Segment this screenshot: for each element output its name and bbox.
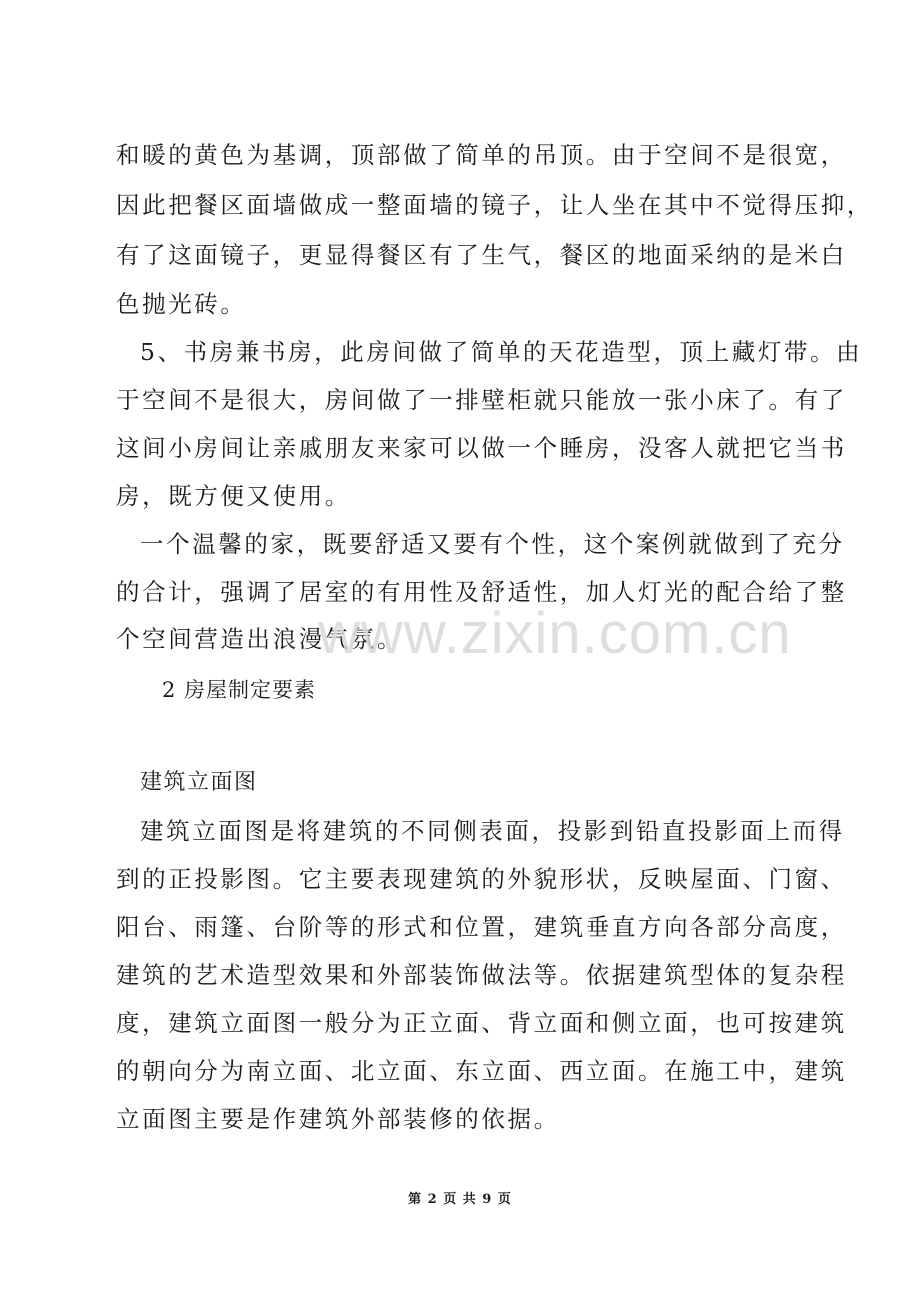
text-line: 阳台、雨篷、台阶等的形式和位置，建筑垂直方向各部分高度， — [116, 913, 847, 941]
text-line: 和暖的黄色为基调，顶部做了简单的吊顶。由于空间不是很宽， — [116, 141, 847, 169]
text-line: 个空间营造出浪漫气氛。 — [116, 625, 404, 653]
text-line: 有了这面镜子，更显得餐区有了生气，餐区的地面采纳的是米白 — [116, 241, 847, 269]
section-heading: 2 房屋制定要素 — [162, 678, 317, 702]
text-line: 这间小房间让亲戚朋友来家可以做一个睡房，没客人就把它当书 — [116, 434, 847, 462]
text-line: 的朝向分为南立面、北立面、东立面、西立面。在施工中，建筑 — [116, 1057, 847, 1085]
text-line: 房，既方便又使用。 — [116, 482, 351, 510]
text-line: 的合计，强调了居室的有用性及舒适性，加人灯光的配合给了整 — [116, 578, 847, 606]
text-line: 于空间不是很大，房间做了一排壁柜就只能放一张小床了。有了 — [116, 386, 847, 414]
text-line: 5、书房兼书房，此房间做了简单的天花造型，顶上藏灯带。由 — [140, 338, 863, 366]
text-line: 建筑立面图是将建筑的不同侧表面，投影到铅直投影面上而得 — [140, 817, 845, 845]
text-line: 色抛光砖。 — [116, 290, 247, 318]
text-line: 建筑的艺术造型效果和外部装饰做法等。依据建筑型体的复杂程 — [116, 961, 847, 989]
text-line: 到的正投影图。它主要表现建筑的外貌形状，反映屋面、门窗、 — [116, 865, 847, 893]
watermark: www.zixin.com.cn — [318, 601, 792, 666]
text-line: 立面图主要是作建筑外部装修的依据。 — [116, 1105, 560, 1133]
page-footer: 第 2 页 共 9 页 — [408, 1192, 512, 1207]
text-line: 度，建筑立面图一般分为正立面、背立面和侧立面，也可按建筑 — [116, 1009, 847, 1037]
subheading: 建筑立面图 — [140, 770, 258, 795]
text-line: 一个温馨的家，既要舒适又要有个性，这个案例就做到了充分 — [140, 530, 845, 558]
text-line: 因此把餐区面墙做成一整面墙的镜子，让人坐在其中不觉得压抑， — [116, 191, 873, 219]
